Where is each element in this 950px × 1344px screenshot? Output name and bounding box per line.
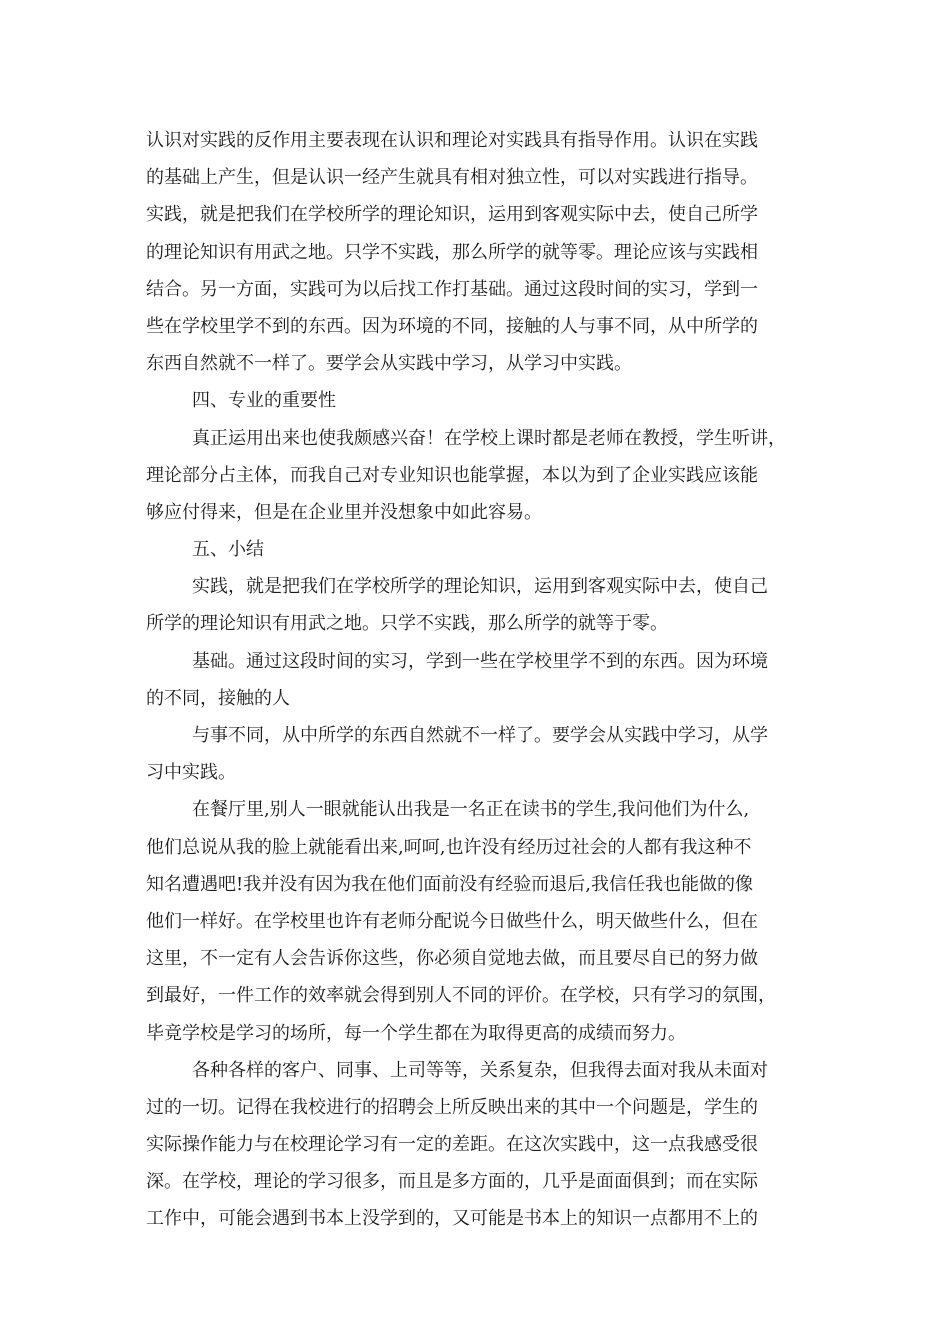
- text-line: 结合。另一方面，实践可为以后找工作打基础。通过这段时间的实习，学到一: [146, 278, 758, 300]
- text-line: 认识对实践的反作用主要表现在认识和理论对实践具有指导作用。认识在实践: [146, 130, 758, 151]
- text-line: 真正运用出来也使我颇感兴奋！在学校上课时都是老师在教授，学生听讲，: [192, 427, 786, 449]
- text-line: 与事不同，从中所学的东西自然就不一样了。要学会从实践中学习，从学: [192, 725, 768, 746]
- text-line: 五、小结: [192, 539, 264, 561]
- text-line: 习中实践。: [146, 762, 236, 784]
- text-line: 深。在学校，理论的学习很多，而且是多方面的，几乎是面面俱到；而在实际: [146, 1171, 758, 1193]
- text-line: 些在学校里学不到的东西。因为环境的不同，接触的人与事不同，从中所学的: [146, 315, 758, 337]
- text-line: 的理论知识有用武之地。只学不实践，那么所学的就等零。理论应该与实践相: [146, 241, 758, 263]
- text-line: 所学的理论知识有用武之地。只学不实践，那么所学的就等于零。: [146, 613, 668, 635]
- text-line: 够应付得来，但是在企业里并没想象中如此容易。: [146, 501, 542, 523]
- text-line: 工作中，可能会遇到书本上没学到的，又可能是书本上的知识一点都用不上的: [146, 1208, 758, 1230]
- text-line: 毕竟学校是学习的场所，每一个学生都在为取得更高的成绩而努力。: [146, 1022, 686, 1044]
- text-line: 的不同，接触的人: [146, 687, 290, 709]
- text-line: 这里，不一定有人会告诉你这些，你必须自觉地去做，而且要尽自已的努力做: [146, 948, 758, 970]
- text-line: 实践，就是把我们在学校所学的理论知识，运用到客观实际中去，使自己所学: [146, 204, 758, 226]
- text-line: 实际操作能力与在校理论学习有一定的差距。在这次实践中，这一点我感受很: [146, 1134, 758, 1156]
- text-line: 的基础上产生，但是认识一经产生就具有相对独立性，可以对实践进行指导。: [146, 167, 758, 189]
- text-line: 知名遭遇吧!我并没有因为我在他们面前没有经验而退后,我信任我也能做的像: [146, 873, 753, 895]
- text-line: 理论部分占主体，而我自己对专业知识也能掌握，本以为到了企业实践应该能: [146, 464, 758, 486]
- text-line: 过的一切。记得在我校进行的招聘会上所反映出来的其中一个问题是，学生的: [146, 1096, 758, 1118]
- text-line: 各种各样的客户、同事、上司等等，关系复杂，但我得去面对我从未面对: [192, 1059, 768, 1081]
- text-line: 他们一样好。在学校里也许有老师分配说今日做些什么，明天做些什么，但在: [146, 910, 758, 932]
- document-body: [146, 122, 826, 1238]
- text-line: 他们总说从我的脸上就能看出来,呵呵,也许没有经历过社会的人都有我这种不: [146, 836, 752, 858]
- text-line: 实践，就是把我们在学校所学的理论知识，运用到客观实际中去，使自己: [192, 576, 768, 598]
- text-line: 东西自然就不一样了。要学会从实践中学习，从学习中实践。: [146, 353, 632, 375]
- text-line: 基础。通过这段时间的实习，学到一些在学校里学不到的东西。因为环境: [192, 650, 768, 672]
- text-line: 四、专业的重要性: [192, 390, 336, 412]
- text-line: 在餐厅里,别人一眼就能认出我是一名正在读书的学生,我问他们为什么,: [192, 799, 750, 821]
- text-line: 到最好，一件工作的效率就会得到别人不同的评价。在学校，只有学习的氛围，: [146, 985, 776, 1007]
